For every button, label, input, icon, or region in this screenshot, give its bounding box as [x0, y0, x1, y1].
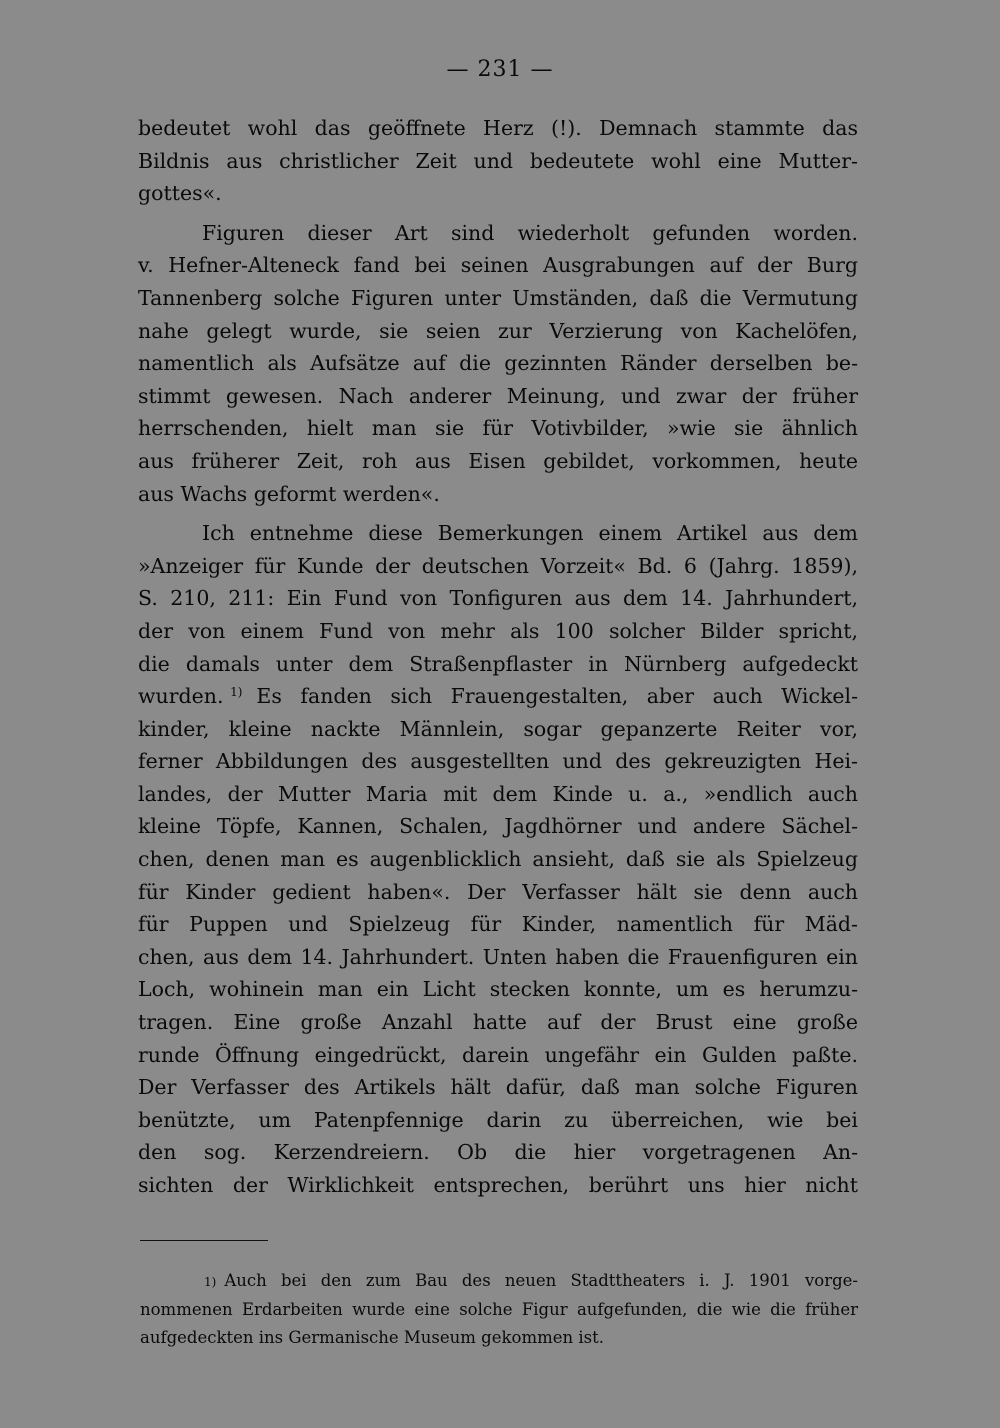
text-line: Ich entnehme diese Bemerkungen einem Artikel aus dem — [202, 521, 858, 546]
text-line — [138, 680, 858, 713]
footnotes — [140, 1267, 858, 1353]
text-line: benützte, um Patenpfennige darin zu überreichen, wie bei — [138, 1107, 858, 1132]
text-fragment: wurden. $^{1)}$ — [138, 684, 243, 709]
text-line: chen, aus dem 14. Jahrhundert. Unten haben die Frauenfiguren ein — [138, 944, 858, 969]
text-line: »Anzeiger für Kunde der deutschen Vorzeit« Bd. 6 (Jahrg. 1859), — [138, 553, 858, 578]
paragraph — [138, 517, 858, 1201]
footnote-marker: 1) — [230, 685, 243, 700]
footnote-divider — [140, 1240, 268, 1241]
text-line: Tannenberg solche Figuren unter Umständen, daß die Vermutung — [138, 285, 858, 310]
text-line: die damals unter dem Straßenpflaster in Nürnberg aufgedeckt — [138, 651, 858, 676]
text-line: Bildnis aus christlicher Zeit und bedeutete wohl eine Mutter- — [138, 148, 858, 173]
text-line: Der Verfasser des Artikels hält dafür, daß man solche Figuren — [138, 1075, 858, 1100]
footnote-line: nommenen Erdarbeiten wurde eine solche Figur aufgefunden, die wie die früher — [140, 1299, 858, 1319]
text-line: gottes«. — [138, 181, 222, 206]
text-fragment: Auch bei den zum Bau des neuen Stadttheaters i. J. 1901 vorge- — [224, 1271, 858, 1290]
text-line: runde Öffnung eingedrückt, darein ungefähr ein Gulden paßte. — [138, 1042, 858, 1067]
text-line: der von einem Fund von mehr als 100 solcher Bilder spricht, — [138, 618, 858, 643]
page-number: — 231 — — [446, 57, 554, 82]
body-text — [138, 112, 858, 1202]
text-line: tragen. Eine große Anzahl hatte auf der Brust eine große — [138, 1010, 858, 1035]
text-line: v. Hefner-Alteneck fand bei seinen Ausgrabungen auf der Burg — [138, 253, 858, 278]
text-fragment: Es fanden sich Frauengestalten, aber auch Wickel- — [256, 684, 858, 709]
text-line: chen, denen man es augenblicklich ansieht, daß sie als Spielzeug — [138, 847, 858, 872]
paragraph — [138, 112, 858, 210]
paragraph — [138, 217, 858, 510]
text-line: sichten der Wirklichkeit entsprechen, berührt uns hier nicht — [138, 1173, 858, 1197]
text-line: nahe gelegt wurde, sie seien zur Verzierung von Kachelöfen, — [138, 318, 858, 343]
text-line: bedeutet wohl das geöffnete Herz (!). Demnach stammte das — [138, 116, 858, 140]
text-line: stimmt gewesen. Nach anderer Meinung, und zwar der früher — [138, 383, 858, 408]
text-line: Figuren dieser Art sind wiederholt gefunden worden. — [202, 220, 858, 245]
text-line: S. 210, 211: Ein Fund von Tonfiguren aus dem 14. Jahrhundert, — [138, 586, 858, 611]
text-line: namentlich als Aufsätze auf die gezinnten Ränder derselben be- — [138, 351, 858, 376]
text-line: aus Wachs geformt werden«. — [138, 481, 440, 506]
text-line: für Kinder gedient haben«. Der Verfasser hält sie denn auch — [138, 879, 858, 904]
footnote — [140, 1267, 858, 1353]
text-line: für Puppen und Spielzeug für Kinder, namentlich für Mäd- — [138, 912, 858, 937]
text-line: ferner Abbildungen des ausgestellten und des gekreuzigten Hei- — [138, 749, 858, 774]
text-line: aus früherer Zeit, roh aus Eisen gebildet, vorkommen, heute — [138, 448, 858, 473]
text-line: den sog. Kerzendreiern. Ob die hier vorgetragenen An- — [138, 1140, 858, 1165]
text-line: kinder, kleine nackte Männlein, sogar gepanzerte Reiter vor, — [138, 716, 858, 741]
text-line: herrschenden, hielt man sie für Votivbilder, »wie sie ähnlich — [138, 416, 858, 441]
footnote-line: aufgedeckten ins Germanische Museum gekommen ist. — [140, 1328, 604, 1347]
footnote-line: 1) Auch bei den zum Bau des neuen Stadttheaters i. J. 1901 vorge- — [140, 1267, 858, 1296]
text-line: Loch, wohinein man ein Licht stecken konnte, um es herumzu- — [138, 977, 858, 1002]
text-line: landes, der Mutter Maria mit dem Kinde u. a., »endlich auch — [138, 781, 858, 806]
text-line: kleine Töpfe, Kannen, Schalen, Jagdhörner und andere Sächel- — [138, 814, 858, 839]
